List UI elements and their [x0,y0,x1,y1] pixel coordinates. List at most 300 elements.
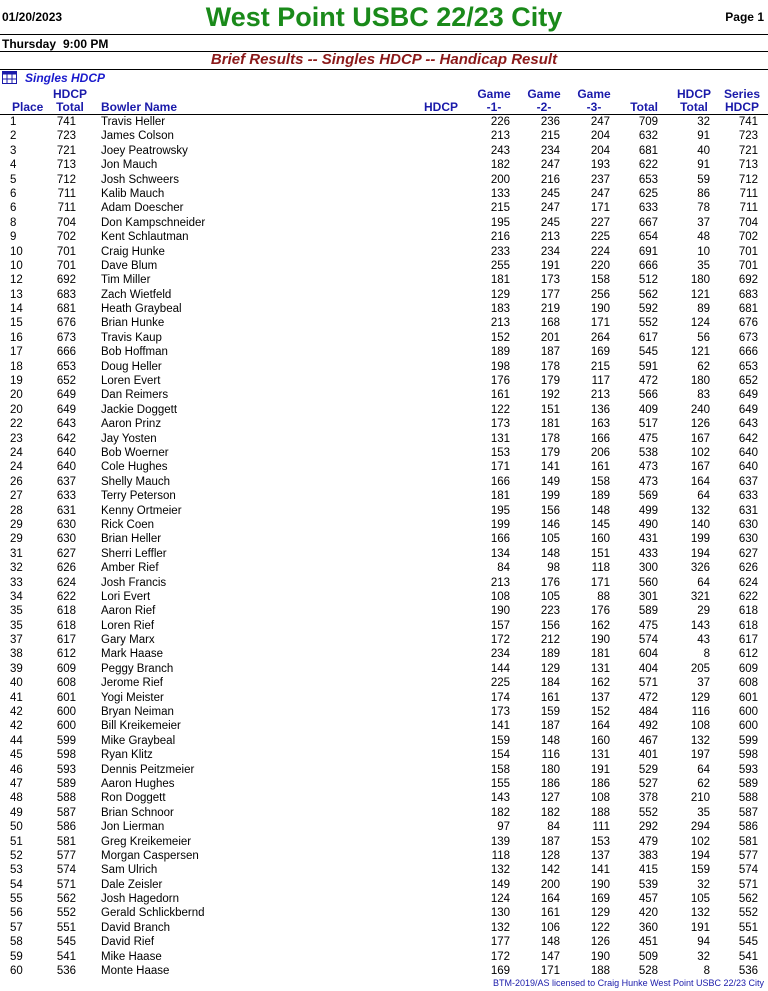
table-row [0,216,768,230]
cell-bowler-name: Bryan Neiman [101,706,174,719]
cell-game3: 164 [590,720,610,733]
cell-game3: 188 [590,806,610,819]
cell-bowler-name: Gary Marx [101,634,155,647]
cell-game1: 176 [490,375,510,388]
cell-series-hdcp: 652 [738,375,758,388]
cell-hdcp-value: 62 [697,360,710,373]
cell-game2: 245 [540,187,560,200]
cell-series-hdcp: 612 [738,648,758,661]
cell-hdcp-total: 702 [56,231,76,244]
cell-hdcp-total: 721 [56,144,76,157]
table-row [0,719,768,733]
cell-game3: 188 [590,965,610,978]
cell-game2: 149 [540,475,560,488]
cell-game2: 151 [540,403,560,416]
cell-bowler-name: Mike Graybeal [101,734,176,747]
table-row [0,763,768,777]
cell-place: 27 [10,490,23,503]
cell-game2: 177 [540,288,560,301]
cell-hdcp-value: 37 [697,216,710,229]
table-row [0,345,768,359]
cell-place: 9 [10,231,17,244]
cell-series-hdcp: 552 [738,907,758,920]
table-row [0,835,768,849]
cell-total: 691 [638,245,658,258]
cell-game2: 191 [540,259,560,272]
cell-hdcp-value: 116 [691,706,710,719]
cell-place: 12 [10,274,23,287]
cell-game2: 142 [540,864,560,877]
cell-series-hdcp: 541 [738,950,758,963]
cell-place: 4 [10,159,17,172]
cell-bowler-name: Mike Haase [101,950,162,963]
col-header-hdcp-total-top: HDCP [52,87,87,101]
cell-game1: 133 [490,187,510,200]
cell-hdcp-total: 652 [56,375,76,388]
cell-game2: 148 [540,734,560,747]
col-header-game2-bottom: -2- [536,100,552,114]
cell-series-hdcp: 624 [738,576,758,589]
cell-hdcp-total: 692 [56,274,76,287]
cell-bowler-name: Jackie Doggett [101,403,178,416]
cell-game3: 108 [590,792,610,805]
cell-hdcp-total: 630 [56,533,76,546]
table-row [0,504,768,518]
cell-total: 517 [638,418,658,431]
cell-hdcp-total: 608 [56,677,76,690]
table-row [0,532,768,546]
cell-game3: 190 [590,634,610,647]
cell-hdcp-value: 91 [697,159,710,172]
cell-game3: 190 [590,878,610,891]
cell-place: 57 [10,921,23,934]
cell-hdcp-value: 37 [697,677,710,690]
table-row [0,446,768,460]
cell-hdcp-value: 48 [697,231,710,244]
cell-bowler-name: Brian Schnoor [101,806,174,819]
cell-total: 681 [638,144,658,157]
cell-hdcp-value: 32 [697,116,710,128]
cell-game2: 184 [540,677,560,690]
cell-total: 592 [638,303,658,316]
cell-hdcp-total: 723 [56,130,76,143]
cell-total: 457 [638,893,658,906]
cell-game2: 215 [540,130,560,143]
table-row [0,475,768,489]
table-row [0,302,768,316]
cell-hdcp-value: 132 [690,734,710,747]
col-header-hdcp-total2-bottom: Total [680,100,708,114]
col-header-hdcp-total-bottom: Total [56,100,84,114]
cell-place: 35 [10,619,23,632]
cell-bowler-name: Loren Rief [101,619,155,632]
report-subtitle: Brief Results -- Singles HDCP -- Handicap Result [210,51,558,68]
cell-series-hdcp: 589 [738,777,758,790]
cell-place: 24 [10,461,23,474]
cell-hdcp-value: 121 [690,346,710,359]
cell-place: 28 [10,504,23,517]
cell-bowler-name: Josh Schweers [101,173,179,186]
cell-series-hdcp: 649 [738,389,758,402]
cell-game2: 156 [540,504,560,517]
cell-total: 479 [638,835,658,848]
cell-game2: 201 [540,331,560,344]
cell-game3: 151 [590,547,610,560]
table-row [0,576,768,590]
table-row [0,705,768,719]
cell-game2: 199 [540,490,560,503]
cell-game1: 173 [490,418,510,431]
cell-game2: 98 [547,562,560,575]
cell-game3: 190 [590,303,610,316]
col-header-game3 [574,88,614,114]
col-header-game2 [524,88,564,114]
cell-total: 545 [638,346,658,359]
cell-hdcp-total: 588 [56,792,76,805]
cell-hdcp-total: 676 [56,317,76,330]
col-header-hdcp: HDCP [423,100,458,114]
table-row [0,115,768,129]
cell-bowler-name: Sherri Leffler [101,547,167,560]
table-row [0,777,768,791]
col-header-hdcp-total [48,88,92,114]
cell-hdcp-value: 129 [690,691,710,704]
cell-game1: 213 [490,130,510,143]
cell-total: 383 [638,849,658,862]
cell-series-hdcp: 630 [738,518,758,531]
cell-game1: 182 [490,806,510,819]
cell-hdcp-value: 321 [690,590,710,603]
cell-hdcp-value: 64 [697,763,710,776]
cell-bowler-name: Bob Woerner [101,446,169,459]
cell-hdcp-value: 210 [690,792,710,805]
cell-hdcp-total: 601 [56,691,76,704]
cell-place: 32 [10,562,23,575]
cell-place: 59 [10,950,23,963]
cell-total: 512 [638,274,658,287]
cell-game2: 216 [540,173,560,186]
cell-hdcp-total: 666 [56,346,76,359]
cell-hdcp-total: 642 [56,432,76,445]
cell-bowler-name: Josh Francis [101,576,167,589]
cell-hdcp-total: 630 [56,518,76,531]
cell-bowler-name: Monte Haase [101,965,170,978]
cell-game3: 176 [590,605,610,618]
cell-bowler-name: Brian Hunke [101,317,165,330]
cell-bowler-name: James Colson [101,130,174,143]
cell-bowler-name: Amber Rief [101,562,159,575]
cell-bowler-name: Don Kampschneider [101,216,206,229]
cell-series-hdcp: 601 [738,691,758,704]
cell-hdcp-total: 587 [56,806,76,819]
cell-hdcp-total: 649 [56,389,76,402]
cell-bowler-name: Peggy Branch [101,662,174,675]
cell-total: 451 [638,936,658,949]
cell-total: 569 [638,490,658,503]
table-row [0,259,768,273]
section-divider [0,69,768,70]
cell-series-hdcp: 626 [738,562,758,575]
table-row [0,791,768,805]
cell-game1: 97 [497,821,510,834]
cell-hdcp-total: 631 [56,504,76,517]
table-row [0,676,768,690]
cell-game3: 227 [590,216,610,229]
footer-license: BTM-2019/AS licensed to Craig Hunke West Point USBC 22/23 City [493,978,764,988]
cell-game1: 182 [490,159,510,172]
cell-hdcp-value: 35 [697,806,710,819]
cell-bowler-name: Kenny Ortmeier [101,504,182,517]
table-row [0,921,768,935]
col-header-hdcp-total2-top: HDCP [676,87,711,101]
cell-game3: 158 [590,475,610,488]
cell-game2: 236 [540,116,560,128]
cell-hdcp-value: 191 [690,921,710,934]
cell-series-hdcp: 608 [738,677,758,690]
cell-game2: 148 [540,936,560,949]
cell-game1: 216 [490,231,510,244]
table-row [0,590,768,604]
cell-place: 34 [10,590,23,603]
cell-series-hdcp: 587 [738,806,758,819]
col-header-hdcp-total2 [674,88,714,114]
cell-game3: 137 [590,849,610,862]
cell-hdcp-total: 640 [56,446,76,459]
cell-bowler-name: Brian Heller [101,533,162,546]
table-row [0,806,768,820]
cell-place: 42 [10,720,23,733]
cell-hdcp-total: 562 [56,893,76,906]
cell-total: 709 [638,116,658,128]
cell-game1: 173 [490,706,510,719]
cell-series-hdcp: 618 [738,619,758,632]
cell-game1: 154 [490,749,510,762]
cell-total: 420 [638,907,658,920]
cell-bowler-name: Dennis Peitzmeier [101,763,195,776]
cell-bowler-name: Kent Schlautman [101,231,189,244]
cell-game1: 181 [490,274,510,287]
cell-game1: 243 [490,144,510,157]
cell-game2: 182 [540,806,560,819]
cell-hdcp-value: 143 [690,619,710,632]
cell-place: 54 [10,878,23,891]
cell-game3: 215 [590,360,610,373]
cell-game3: 181 [590,648,610,661]
cell-bowler-name: Aaron Prinz [101,418,162,431]
cell-hdcp-total: 574 [56,864,76,877]
cell-game3: 220 [590,259,610,272]
cell-total: 617 [638,331,658,344]
cell-hdcp-total: 618 [56,605,76,618]
cell-series-hdcp: 673 [738,331,758,344]
cell-series-hdcp: 536 [738,965,758,978]
cell-game1: 213 [490,317,510,330]
cell-hdcp-total: 551 [56,921,76,934]
cell-total: 473 [638,475,658,488]
cell-series-hdcp: 692 [738,274,758,287]
cell-hdcp-total: 713 [56,159,76,172]
cell-series-hdcp: 649 [738,403,758,416]
cell-hdcp-value: 29 [697,605,710,618]
cell-game2: 189 [540,648,560,661]
cell-total: 560 [638,576,658,589]
table-row [0,619,768,633]
cell-hdcp-value: 108 [690,720,710,733]
cell-hdcp-value: 64 [697,576,710,589]
cell-hdcp-value: 78 [697,202,710,215]
cell-hdcp-value: 199 [690,533,710,546]
cell-series-hdcp: 574 [738,864,758,877]
cell-place: 3 [10,144,17,157]
cell-game3: 141 [590,864,610,877]
cell-hdcp-value: 180 [690,375,710,388]
cell-game3: 88 [597,590,610,603]
cell-hdcp-total: 681 [56,303,76,316]
cell-bowler-name: Gerald Schlickbernd [101,907,205,920]
cell-hdcp-value: 205 [690,662,710,675]
cell-place: 55 [10,893,23,906]
cell-hdcp-total: 609 [56,662,76,675]
cell-game1: 233 [490,245,510,258]
cell-total: 574 [638,634,658,647]
cell-game3: 152 [590,706,610,719]
cell-total: 622 [638,159,658,172]
cell-series-hdcp: 551 [738,921,758,934]
cell-series-hdcp: 599 [738,734,758,747]
cell-hdcp-total: 581 [56,835,76,848]
cell-game3: 186 [590,777,610,790]
cell-series-hdcp: 676 [738,317,758,330]
cell-series-hdcp: 701 [738,245,758,258]
cell-hdcp-value: 124 [690,317,710,330]
cell-place: 14 [10,303,23,316]
cell-game2: 223 [540,605,560,618]
cell-series-hdcp: 642 [738,432,758,445]
cell-series-hdcp: 704 [738,216,758,229]
cell-place: 44 [10,734,23,747]
cell-hdcp-value: 43 [697,634,710,647]
cell-game2: 176 [540,576,560,589]
cell-game3: 160 [590,533,610,546]
col-header-series-bottom: HDCP [724,100,759,114]
table-row [0,417,768,431]
cell-game2: 245 [540,216,560,229]
cell-total: 404 [638,662,658,675]
col-header-place: Place [12,100,44,114]
cell-bowler-name: Ryan Klitz [101,749,153,762]
cell-game3: 169 [590,346,610,359]
cell-hdcp-value: 35 [697,259,710,272]
cell-place: 13 [10,288,23,301]
table-row [0,863,768,877]
cell-game3: 126 [590,936,610,949]
cell-game3: 118 [591,562,610,575]
cell-total: 431 [638,533,658,546]
cell-total: 360 [638,921,658,934]
cell-hdcp-value: 294 [690,821,710,834]
cell-total: 552 [638,317,658,330]
cell-place: 51 [10,835,23,848]
cell-bowler-name: Heath Graybeal [101,303,182,316]
table-row [0,935,768,949]
cell-game3: 122 [590,921,610,934]
cell-game2: 178 [540,360,560,373]
cell-total: 401 [638,749,658,762]
cell-game3: 162 [590,619,610,632]
cell-bowler-name: Aaron Rief [101,605,156,618]
cell-hdcp-value: 194 [690,849,710,862]
cell-game3: 204 [590,144,610,157]
cell-bowler-name: Travis Heller [101,116,166,128]
cell-hdcp-value: 10 [697,245,710,258]
cell-place: 20 [10,403,23,416]
cell-hdcp-total: 741 [56,116,76,128]
table-row [0,662,768,676]
table-row [0,964,768,978]
cell-hdcp-total: 571 [56,878,76,891]
cell-total: 566 [638,389,658,402]
cell-game2: 146 [540,518,560,531]
cell-game3: 171 [590,202,610,215]
cell-hdcp-value: 121 [690,288,710,301]
cell-bowler-name: Terry Peterson [101,490,176,503]
cell-game3: 162 [590,677,610,690]
cell-total: 538 [638,446,658,459]
cell-game3: 148 [590,504,610,517]
cell-game1: 166 [490,533,510,546]
cell-game1: 144 [490,662,510,675]
table-row [0,734,768,748]
cell-bowler-name: David Rief [101,936,155,949]
cell-place: 33 [10,576,23,589]
cell-game3: 213 [590,389,610,402]
cell-total: 589 [638,605,658,618]
cell-series-hdcp: 588 [738,792,758,805]
cell-series-hdcp: 617 [738,634,758,647]
cell-place: 22 [10,418,23,431]
col-header-game3-bottom: -3- [586,100,602,114]
cell-total: 633 [638,202,658,215]
cell-game1: 200 [490,173,510,186]
table-row [0,273,768,287]
cell-series-hdcp: 711 [739,202,758,215]
cell-bowler-name: Shelly Mauch [101,475,171,488]
cell-series-hdcp: 702 [738,231,758,244]
cell-game3: 247 [590,116,610,128]
cell-game1: 199 [490,518,510,531]
cell-game1: 108 [490,590,510,603]
cell-game2: 212 [540,634,560,647]
cell-series-hdcp: 545 [738,936,758,949]
cell-total: 475 [638,619,658,632]
cell-game2: 181 [540,418,560,431]
cell-place: 42 [10,706,23,719]
cell-game2: 116 [541,749,560,762]
cell-total: 509 [638,950,658,963]
cell-hdcp-value: 40 [697,144,710,157]
table-row [0,547,768,561]
table-row [0,489,768,503]
cell-game1: 132 [490,921,510,934]
cell-game1: 172 [490,950,510,963]
cell-hdcp-value: 102 [690,446,710,459]
cell-hdcp-total: 552 [56,907,76,920]
cell-place: 24 [10,446,23,459]
cell-total: 654 [638,231,658,244]
cell-hdcp-total: 701 [56,245,76,258]
table-row [0,187,768,201]
table-row [0,288,768,302]
